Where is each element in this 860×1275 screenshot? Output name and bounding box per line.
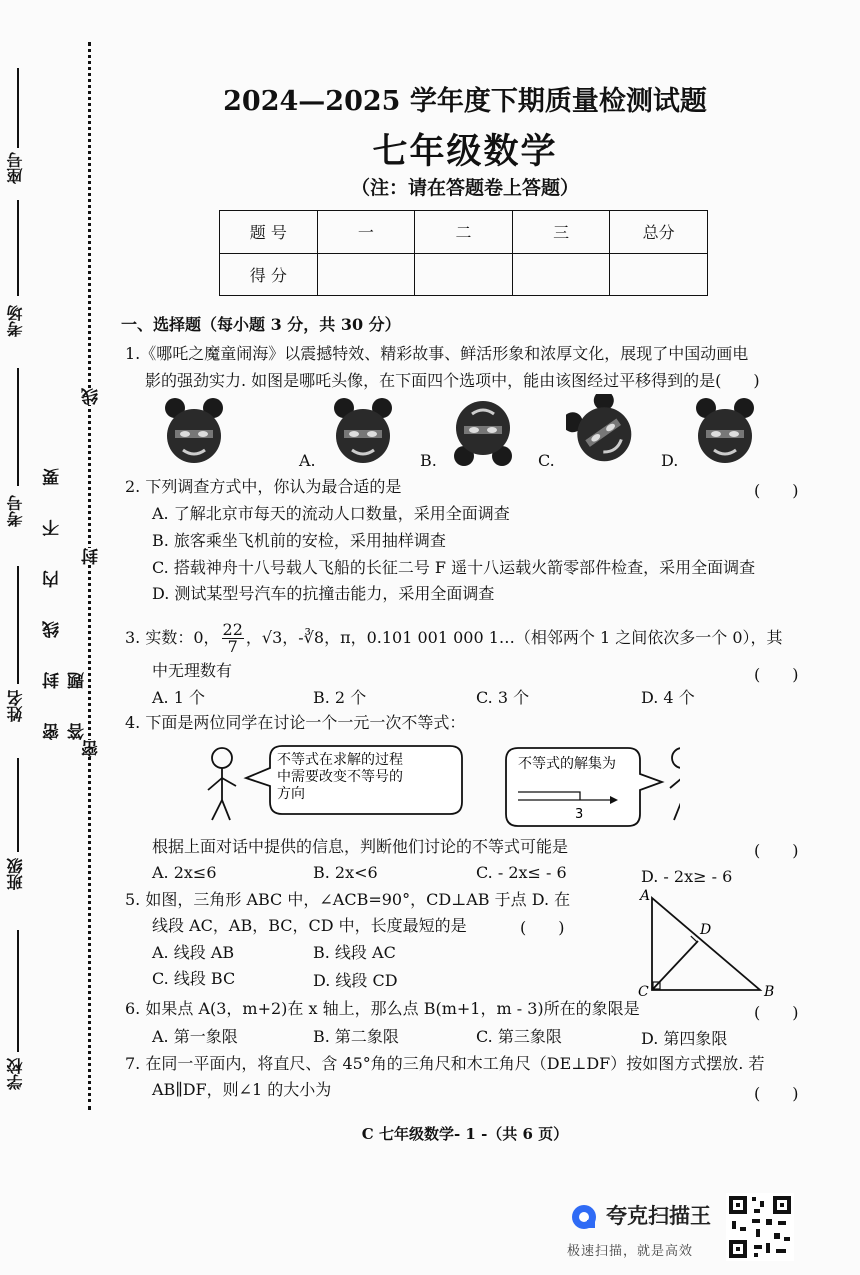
exam-title: 2024—2025 学年度下期质量检测试题	[223, 86, 707, 117]
score-table	[219, 210, 708, 296]
q5-option-b: B. 线段 AC	[313, 943, 396, 962]
page-footer: C 七年级数学- 1 -（共 6 页）	[361, 1125, 569, 1143]
q3-option-c: C. 3 个	[476, 688, 530, 707]
q4-option-d: D. - 2x≥ - 6	[641, 867, 733, 886]
name-label: 姓名	[6, 690, 25, 722]
quark-logo-icon	[570, 1203, 598, 1231]
bubble-left-line1: 不等式在求解的过程	[277, 752, 403, 768]
bubble-left-line3: 方向	[277, 786, 305, 802]
seal-notice: 密 封 线 内 不 要 答 题	[43, 454, 88, 740]
q5-line2: 线段 AC，AB，BC，CD 中，长度最短的是	[152, 916, 467, 935]
q3-rest: ，√3，-∛8，π，0.101 001 000 1…（相邻两个 1 之间依次多一个 0），其	[245, 628, 783, 647]
seat-label: 座号	[6, 152, 25, 184]
q5-inline-bracket: ( )	[520, 918, 565, 937]
q1-option-b: B.	[420, 451, 437, 470]
class-label: 班级	[6, 858, 25, 890]
q2-option-b: B. 旅客乘坐飞机前的安检，采用抽样调查	[152, 531, 446, 550]
nezha-option-d-image	[690, 396, 760, 468]
qr-code-icon	[726, 1193, 794, 1261]
q3-line1	[125, 622, 783, 655]
score-cell: 题 号	[220, 211, 318, 254]
q3-frac-denominator: 7	[227, 637, 238, 656]
q5-line1: 5. 如图，三角形 ABC 中，∠ACB=90°，CD⊥AB 于点 D. 在	[125, 890, 571, 909]
q2-option-a: A. 了解北京市每天的流动人口数量，采用全面调查	[152, 504, 510, 523]
q1-line1: 1.《哪吒之魔童闹海》以震撼特效、精彩故事、鲜活形象和浓厚文化，展现了中国动画电	[125, 344, 749, 363]
q4-dialogue-figure	[200, 738, 680, 840]
section-heading: 一、选择题（每小题 3 分，共 30 分）	[121, 315, 401, 334]
school-line	[17, 930, 19, 1052]
exam-no-label: 考号	[6, 495, 25, 527]
q2-option-c: C. 搭载神舟十八号载人飞船的长征二号 F 遥十八运载火箭零部件检查，采用全面调查	[152, 558, 756, 577]
q3-fraction	[222, 622, 244, 655]
q3-answer-bracket: ( )	[754, 665, 799, 684]
q3-frac-numerator: 22	[222, 620, 243, 639]
score-cell: 一	[317, 211, 415, 254]
q3-line2: 中无理数有	[152, 661, 233, 680]
q6-option-b: B. 第二象限	[313, 1027, 399, 1046]
q7-line1: 7. 在同一平面内，将直尺、含 45°角的三角尺和木工角尺（DE⊥DF）按如图方式摆放. 若	[125, 1054, 765, 1073]
q1-option-d: D.	[661, 451, 679, 470]
bubble-left-line2: 中需要改变不等号的	[277, 769, 403, 785]
room-line	[17, 200, 19, 296]
score-table-score-row	[220, 253, 708, 296]
q6-option-c: C. 第三象限	[476, 1027, 562, 1046]
q2-answer-bracket: ( )	[754, 481, 799, 500]
watermark-brand: 夸克扫描王	[606, 1204, 711, 1228]
q3-option-b: B. 2 个	[313, 688, 367, 707]
q2-stem: 2. 下列调查方式中，你认为最合适的是	[125, 477, 402, 496]
bubble-right-text: 不等式的解集为	[518, 756, 616, 772]
q4-option-b: B. 2x<6	[313, 863, 378, 882]
score-cell: 得 分	[220, 253, 318, 296]
q4-answer-bracket: ( )	[754, 841, 799, 860]
q3-option-a: A. 1 个	[152, 688, 205, 707]
q4-option-c: C. - 2x≤ - 6	[476, 863, 567, 882]
q7-line2: AB∥DF，则∠1 的大小为	[152, 1080, 332, 1099]
q7-answer-bracket: ( )	[754, 1084, 799, 1103]
q4-option-a: A. 2x≤6	[152, 863, 217, 882]
stick-figure-left-icon	[208, 748, 236, 820]
nezha-option-a-image	[328, 396, 398, 468]
q1-option-c: C.	[538, 451, 555, 470]
score-input-cell	[317, 253, 415, 296]
q5-option-a: A. 线段 AB	[152, 943, 235, 962]
q6-answer-bracket: ( )	[754, 1003, 799, 1022]
q4-stem: 4. 下面是两位同学在讨论一个一元一次不等式：	[125, 713, 466, 732]
seal-char-mi: 密	[79, 740, 104, 757]
room-label: 考场	[6, 305, 25, 337]
stick-figure-right-icon	[670, 748, 680, 820]
seal-char-feng: 封	[79, 548, 104, 565]
nezha-original-image	[159, 396, 229, 468]
score-input-cell	[415, 253, 513, 296]
q3-prefix: 3. 实数：0，	[125, 628, 220, 647]
nezha-option-b-image	[448, 396, 518, 468]
name-line	[17, 566, 19, 684]
number-line-label: 3	[575, 807, 584, 822]
q5-label-d: D	[700, 922, 712, 938]
watermark-slogan: 极速扫描，就是高效	[567, 1244, 694, 1259]
score-cell: 二	[415, 211, 513, 254]
q5-label-b: B	[764, 984, 775, 1000]
q6-option-d: D. 第四象限	[641, 1029, 728, 1048]
seal-dotted-line	[88, 42, 91, 1110]
exam-no-line	[17, 368, 19, 486]
q1-option-a: A.	[299, 451, 316, 470]
subject-title: 七年级数学	[372, 131, 558, 172]
school-label: 学校	[6, 1058, 25, 1090]
q5-option-c: C. 线段 BC	[152, 969, 236, 988]
score-input-cell	[610, 253, 708, 296]
q4-line2: 根据上面对话中提供的信息，判断他们讨论的不等式可能是	[152, 837, 569, 856]
nezha-option-c-image	[566, 394, 638, 468]
q5-label-a: A	[640, 888, 651, 904]
q1-line2: 影的强劲实力. 如图是哪吒头像，在下面四个选项中，能由该图经过平移得到的是( )	[145, 371, 760, 390]
score-input-cell	[512, 253, 610, 296]
score-cell: 三	[512, 211, 610, 254]
q5-triangle-figure	[636, 884, 806, 1000]
q5-label-c: C	[638, 984, 649, 1000]
score-table-header-row	[220, 211, 708, 254]
q3-option-d: D. 4 个	[641, 688, 695, 707]
exam-note: （注：请在答题卷上答题）	[350, 177, 579, 199]
q6-option-a: A. 第一象限	[152, 1027, 238, 1046]
q5-option-d: D. 线段 CD	[313, 971, 398, 990]
class-line	[17, 758, 19, 852]
seal-char-line: 线	[79, 388, 104, 405]
score-cell: 总分	[610, 211, 708, 254]
q2-option-d: D. 测试某型号汽车的抗撞击能力，采用全面调查	[152, 584, 495, 603]
q6-stem: 6. 如果点 A(3，m+2)在 x 轴上，那么点 B(m+1，m - 3)所在的象限是	[125, 999, 640, 1018]
